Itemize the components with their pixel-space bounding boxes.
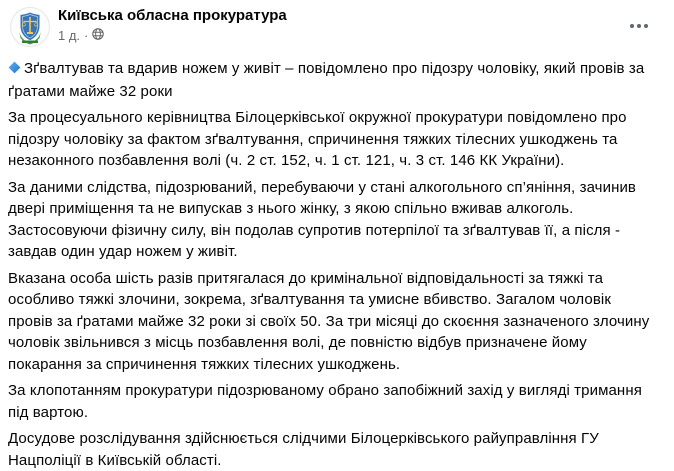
page-avatar[interactable]: [10, 7, 50, 47]
globe-privacy-icon: [92, 27, 104, 44]
meta-separator: ·: [84, 28, 89, 43]
dot-icon: [637, 24, 641, 28]
post-paragraph: [8, 58, 658, 102]
post-paragraph: За клопотанням прокуратури підозрюваному обрано запобіжний захід у вигляді тримання під вартою.: [8, 382, 642, 421]
post-header: [0, 0, 674, 48]
post-paragraph: Досудове розслідування здійснюється слідчими Білоцерківського райуправління ГУ Нацполіції в Київській області.: [8, 430, 599, 469]
more-options-button[interactable]: [624, 16, 654, 36]
dot-icon: [630, 24, 634, 28]
timestamp-link[interactable]: 1 д.: [58, 28, 81, 43]
prosecutor-emblem-icon: [10, 7, 50, 47]
page-name-link[interactable]: Київська обласна прокуратура: [58, 7, 287, 24]
blue-diamond-icon: [8, 59, 21, 81]
post-headline: Зґвалтував та вдарив ножем у живіт – повідомлено про підозру чоловіку, який провів за ґратами майже 32 роки: [8, 60, 645, 100]
post-paragraph: За даними слідства, підозрюваний, перебуваючи у стані алкогольного сп’яніння, зачинив двері приміщення та не випускав з нього жінку, з якою спільно вживав алкоголь. Застосовуючи фізичну силу, він подолав супротив потерпілої та зґвалтував її, а після - завдав один удар ножем у живіт.: [8, 178, 637, 260]
post-paragraph: Вказана особа шість разів притягалася до кримінальної відповідальності за тяжкі та особливо тяжкі злочини, зокрема, зґвалтування та умисне вбивство. Загалом чоловік провів за ґратами майже 32 роки зі своїх 50. За три місяці до скоєння зазначеного злочину чоловік звільнився з місць позбавлення волі, де повністю відбув призначене йому покарання за спричинення тяжких тілесних ушкоджень.: [8, 269, 650, 373]
post-paragraph: За процесуального керівництва Білоцерківської окружної прокуратури повідомлено про підозру чоловіку за фактом зґвалтування, спричинення тяжких тілесних ушкоджень та незаконного позбавлення волі (ч. 2 ст. 152, ч. 1 ст. 121, ч. 3 ст. 146 КК України).: [8, 109, 627, 169]
post-meta: [58, 27, 104, 44]
post-text: [0, 48, 674, 471]
dot-icon: [644, 24, 648, 28]
